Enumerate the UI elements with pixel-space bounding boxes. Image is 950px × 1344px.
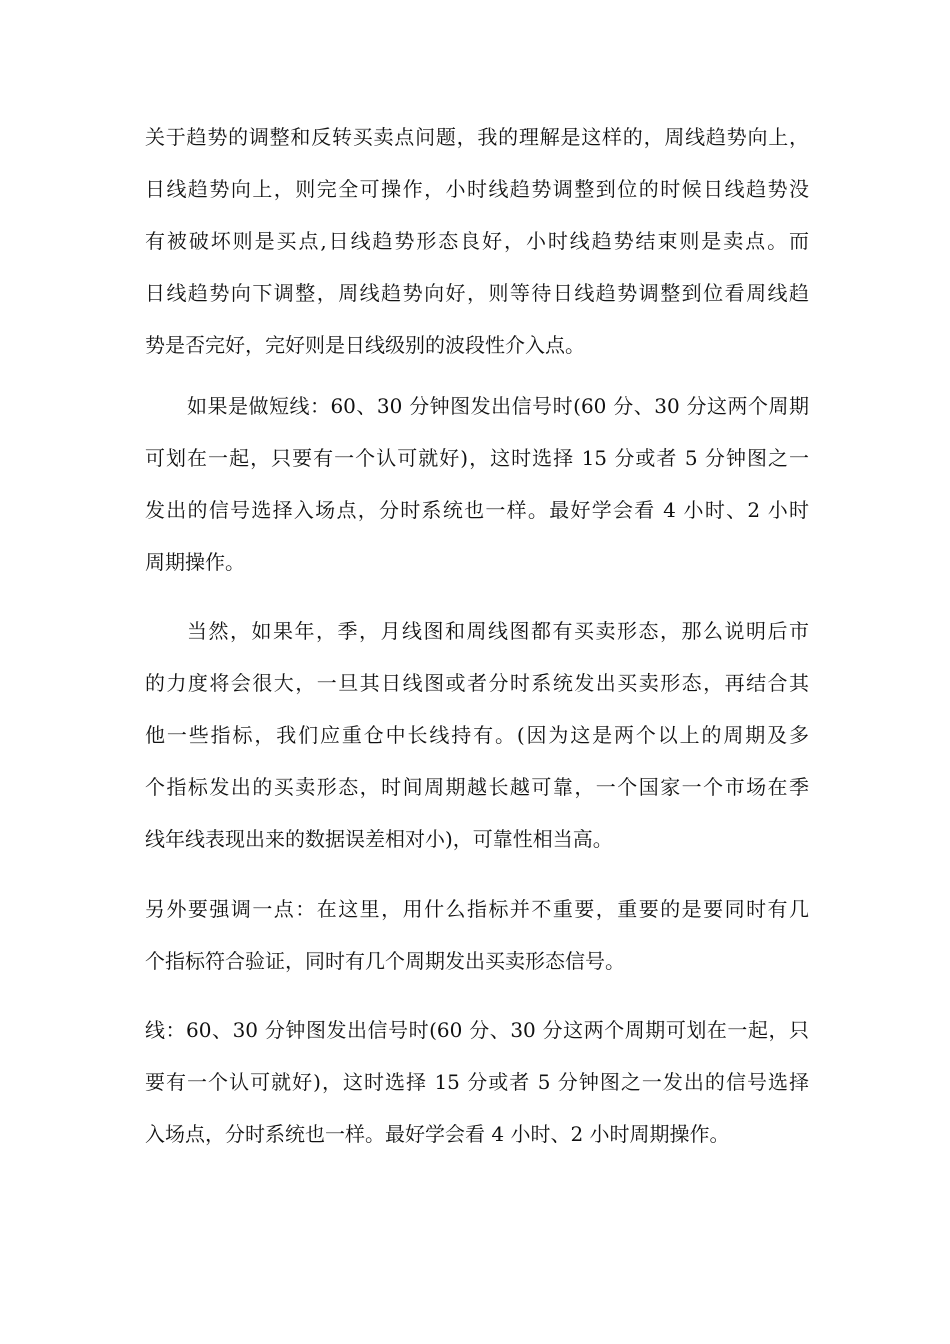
text-line: 线：60、30 分钟图发出信号时(60 分、30 分这两个周期可划在一起，只 xyxy=(145,1018,809,1042)
text-line: 要有一个认可就好)，这时选择 15 分或者 5 分钟图之一发出的信号选择 xyxy=(145,1070,809,1094)
text-line: 他一些指标，我们应重仓中长线持有。(因为这是两个以上的周期及多 xyxy=(145,723,809,747)
text-line: 日线趋势向下调整，周线趋势向好，则等待日线趋势调整到位看周线趋 xyxy=(145,281,809,305)
text-line: 的力度将会很大，一旦其日线图或者分时系统发出买卖形态，再结合其 xyxy=(145,671,809,695)
text-line: 发出的信号选择入场点，分时系统也一样。最好学会看 4 小时、2 小时 xyxy=(145,498,809,522)
paragraph-trend-buy-sell-points xyxy=(145,111,809,371)
paragraph-emphasis xyxy=(145,883,809,987)
text-line: 个指标发出的买卖形态，时间周期越长越可靠，一个国家一个市场在季 xyxy=(145,775,809,799)
paragraph-long-term-holding xyxy=(145,605,809,865)
paragraph-short-term-trading xyxy=(145,380,809,588)
text-line: 当然，如果年，季，月线图和周线图都有买卖形态，那么说明后市 xyxy=(187,619,809,643)
text-line: 有被破坏则是买点,日线趋势形态良好，小时线趋势结束则是卖点。而 xyxy=(145,229,809,253)
text-line: 日线趋势向上，则完全可操作，小时线趋势调整到位的时候日线趋势没 xyxy=(145,177,809,201)
text-line: 入场点，分时系统也一样。最好学会看 4 小时、2 小时周期操作。 xyxy=(145,1122,730,1146)
text-line: 周期操作。 xyxy=(145,550,245,574)
text-line: 关于趋势的调整和反转买卖点问题，我的理解是这样的，周线趋势向上， xyxy=(145,125,809,149)
text-line: 线年线表现出来的数据误差相对小)，可靠性相当高。 xyxy=(145,827,613,851)
text-line: 可划在一起，只要有一个认可就好)，这时选择 15 分或者 5 分钟图之一 xyxy=(145,446,809,470)
text-line: 如果是做短线：60、30 分钟图发出信号时(60 分、30 分这两个周期 xyxy=(187,394,809,418)
text-line: 个指标符合验证，同时有几个周期发出买卖形态信号。 xyxy=(145,949,625,973)
text-line: 势是否完好，完好则是日线级别的波段性介入点。 xyxy=(145,333,585,357)
text-line: 另外要强调一点：在这里，用什么指标并不重要，重要的是要同时有几 xyxy=(145,897,809,921)
paragraph-short-term-repeat xyxy=(145,1004,809,1160)
